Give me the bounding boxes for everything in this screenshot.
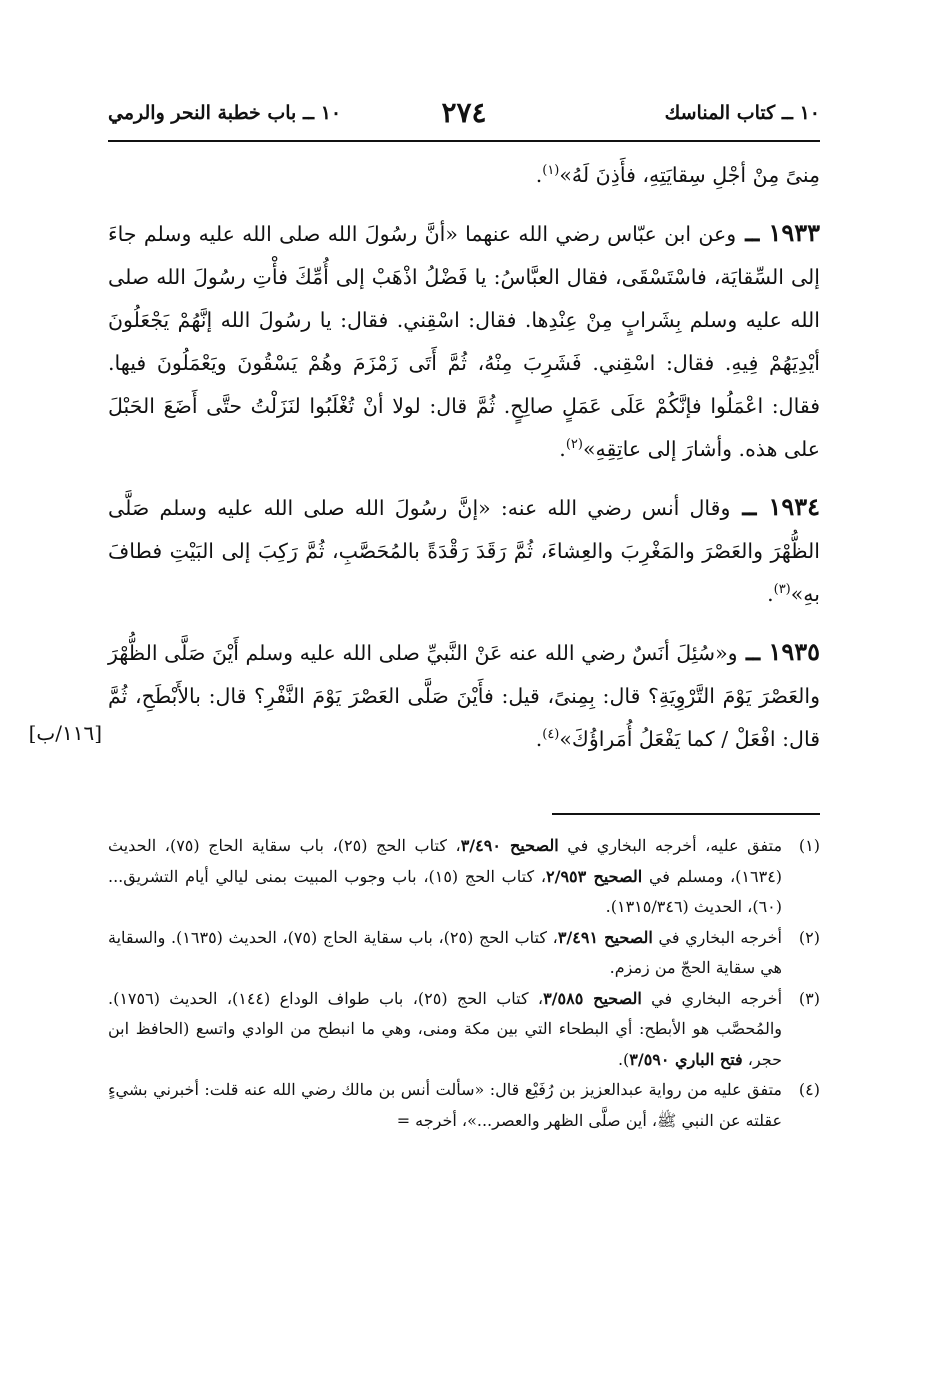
- running-header: [108, 96, 820, 142]
- hadith-end-1934: .: [767, 582, 774, 606]
- footnote-separator: [552, 813, 820, 815]
- intro-line: [108, 154, 820, 197]
- hadith-dash-1933: ــ: [736, 218, 769, 247]
- intro-end: .: [535, 163, 543, 187]
- footnote-2: [108, 923, 820, 984]
- hadith-text-1935: و«سُئِلَ أنَسٌ رضي الله عنه عَنْ النَّبيِّ صلى الله عليه وسلم أَيْنَ صَلَّى الظُّهْرَ والعَصْرَ يَوْمَ التَّرْوِيَةِ؟ قال: بِمِنىً، قيل: فأَيْنَ صَلَّى العَصْرَ يَوْمَ النَّفْرِ؟ قال: بالأَبْطَحِ، ثُمَّ قال: افْعَلْ / كما يَفْعَلُ أُمَراؤُكَ»: [108, 641, 820, 751]
- hadith-end-1933: .: [559, 437, 566, 461]
- hadith-end-1935: .: [535, 727, 543, 751]
- footnote-source: الصحيح ٣/٤٩٠: [460, 836, 559, 855]
- hadith-1933: [108, 211, 820, 471]
- footnote-text: أخرجه البخاري في: [641, 988, 783, 1008]
- main-text: [28, 154, 821, 761]
- hadith-1935: [28, 630, 821, 761]
- chapter-title: ١٠ ــ كتاب المناسك: [664, 102, 820, 124]
- footnote-number: (١): [798, 836, 820, 855]
- footnote-source: الصحيح ٢/٩٥٣: [546, 866, 643, 886]
- footnote-text: أخرجه البخاري في: [652, 927, 783, 947]
- footnote-number: (٣): [798, 988, 820, 1008]
- footnote-4: [108, 1075, 820, 1136]
- footnote-text: ).: [617, 1049, 630, 1069]
- page-number: ٢٧٤: [441, 96, 487, 129]
- footnote-number: (٢): [798, 927, 820, 947]
- footnote-text: ، كتاب الحج (٢٥)، باب سقاية الحاج (٧٥)، الحديث (١٦٣٥). والسقاية هي سقاية الحجّ من زمزم.: [108, 927, 782, 977]
- footnote-ref-4: (٤): [542, 727, 560, 743]
- footnote-text: متفق عليه، أخرجه البخاري في: [558, 836, 783, 855]
- footnote-text: متفق عليه من رواية عبدالعزيز بن رُفَيْع قال: «سألت أنس بن مالك رضي الله عنه قلت: أخبرني بشيءٍ عقلته عن النبي ﷺ، أين صلَّى الظهر والعصر...»، أخرجه =: [108, 1080, 782, 1130]
- hadith-number-1934: ١٩٣٤: [768, 492, 820, 521]
- intro-text: مِنىً مِنْ أجْلِ سِقايَتِهِ، فأَذِنَ لَهُ»: [559, 163, 820, 187]
- hadith-number-1933: ١٩٣٣: [768, 218, 820, 247]
- footnote-text: ، كتاب الحج (٢٥)، باب سقاية الحاج (٧٥)، الحديث (١٦٣٤)، ومسلم في: [108, 836, 783, 886]
- footnote-3: [108, 984, 820, 1076]
- hadith-dash-1935: ــ: [737, 637, 769, 666]
- book-page: [28, 96, 821, 1136]
- footnote-number: (٤): [798, 1080, 820, 1099]
- footnote-text: ، كتاب الحج (٢٥)، باب طواف الوداع (١٤٤)، الحديث (١٧٥٦). والمُحصَّب هو الأبطح: أي البطحاء التي بين مكة ومنى، وهي ما انبطح من الوادي واتسع (الحافظ ابن حجر،: [108, 988, 782, 1069]
- footnote-ref-1: (١): [542, 163, 560, 179]
- footnote-ref-2: (٢): [565, 437, 583, 453]
- section-title: ١٠ ــ باب خطبة النحر والرمي: [108, 102, 342, 124]
- hadith-number-1935: ١٩٣٥: [768, 637, 821, 666]
- footnotes: [108, 831, 820, 1136]
- footnote-text: ، كتاب الحج (١٥)، باب وجوب المبيت بمنى ليالي أيام التشريق... (٦٠)، الحديث (١٣١٥/٣٤٦).: [108, 866, 782, 916]
- footnote-source: الصحيح ٣/٤٩١: [557, 927, 653, 947]
- footnote-source: الصحيح ٣/٥٨٥: [543, 988, 642, 1008]
- hadith-text-1933: وعن ابن عبّاس رضي الله عنهما «أنَّ رسُولَ الله صلى الله عليه وسلم جاءَ إلى السِّقايَة، فاسْتَسْقَى، فقال العبَّاسُ: يا فَضْلُ اذْهَبْ إلى أُمِّكَ فأْتِ رسُولَ الله صلى الله عليه وسلم بِشَرابٍ مِنْ عِنْدِها. فقال: اسْقِني. فقال: يا رسُولَ الله إنَّهُمْ يَجْعَلُونَ أيْدِيَهُمْ فِيهِ. فقال: اسْقِني. فَشَرِبَ مِنْهُ، ثُمَّ أَتَى زَمْزَمَ وهُمْ يَسْقُونَ ويَعْمَلُونَ فيها. فقال: اعْمَلُوا فإنَّكُمْ عَلَى عَمَلٍ صالِحٍ. ثُمَّ قال: لولا أنْ تُغْلَبُوا لنَزَلْتُ حتَّى أَضَعَ الحَبْلَ على هذه. وأشارَ إلى عاتِقِهِ»: [108, 222, 820, 461]
- manuscript-folio-ref: [١١٦/ب]: [28, 721, 102, 745]
- footnote-ref-3: (٣): [773, 582, 791, 598]
- footnote-source: فتح الباري ٣/٥٩٠: [629, 1049, 743, 1069]
- hadith-1934: [108, 485, 820, 616]
- hadith-dash-1934: ــ: [730, 492, 769, 521]
- footnote-1: [108, 831, 820, 923]
- hadith-text-1934: وقال أنس رضي الله عنه: «إنَّ رسُولَ الله صلى الله عليه وسلم صَلَّى الظُّهْرَ والعَصْرَ والمَغْرِبَ والعِشاءَ، ثُمَّ رَقَدَ رَقْدَةً بالمُحَصَّبِ، ثُمَّ رَكِبَ إلى البَيْتِ فطافَ بهِ»: [108, 496, 820, 606]
